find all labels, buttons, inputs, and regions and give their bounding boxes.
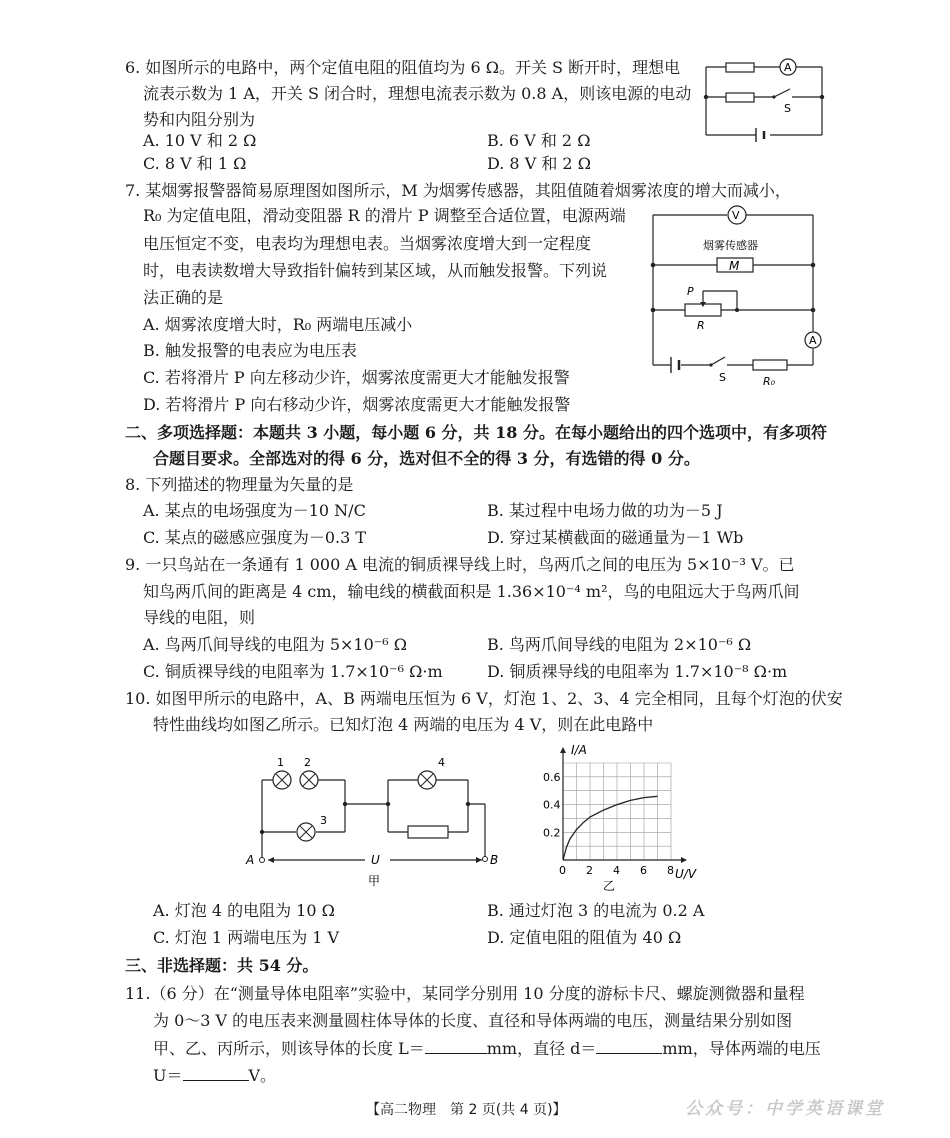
- iu-curve-line: [563, 796, 658, 860]
- q9-line2: 知鸟两爪间的距离是 4 cm，输电线的横截面积是 1.36×10⁻⁴ m²，鸟的电阻远大于鸟两爪间: [143, 582, 800, 601]
- q7-option-d: D. 若将滑片 P 向右移动少许，烟雾浓度需更大才能触发报警: [143, 395, 571, 414]
- q8-stem: 8. 下列描述的物理量为矢量的是: [125, 475, 354, 494]
- y-tick-label: 0.4: [543, 798, 561, 812]
- page-footer: 【高二物理 第 2 页(共 4 页)】: [366, 1102, 567, 1118]
- q6-line2: 流表示数为 1 A，开关 S 闭合时，理想电流表示数为 0.8 A，则该电源的电动: [143, 84, 692, 103]
- q10-circuit-jia: [240, 752, 510, 887]
- q7-line4: 时，电表读数增大导致指针偏转到某区域，从而触发报警。下列说: [143, 261, 608, 280]
- q11-length-text: 甲、乙、丙所示，则该导体的长度 L＝: [153, 1039, 425, 1058]
- q10-option-b: B. 通过灯泡 3 的电流为 0.2 A: [487, 901, 705, 920]
- q11-line1: 11.（6 分）在“测量导体电阻率”实验中，某同学分别用 10 分度的游标卡尺、螺旋测微器和量程: [125, 984, 805, 1003]
- q10-bulb1-label: 1: [277, 756, 284, 769]
- q6-line3: 势和内阻分别为: [143, 110, 256, 129]
- section2-heading-line2: 合题目要求。全部选对的得 6 分，选对但不全的得 3 分，有选错的得 0 分。: [153, 449, 700, 468]
- q7-sensor-m-label: M: [729, 259, 740, 273]
- q10-end-b-label: B: [490, 853, 499, 867]
- q7-switch-label: S: [719, 371, 726, 384]
- q10-bulb2-label: 2: [304, 756, 311, 769]
- q11-diameter-blank[interactable]: [596, 1037, 662, 1054]
- q10-line1: 10. 如图甲所示的电路中，A、B 两端电压恒为 6 V，灯泡 1、2、3、4 完全相同，且每个灯泡的伏安: [125, 689, 843, 708]
- x-axis-arrow: [681, 857, 687, 863]
- q6-circuit-diagram: [700, 55, 830, 140]
- q7-r0-label: R₀: [763, 375, 776, 388]
- q10-option-c: C. 灯泡 1 两端电压为 1 V: [153, 928, 340, 947]
- q10-line2: 特性曲线均如图乙所示。已知灯泡 4 两端的电压为 4 V，则在此电路中: [153, 715, 654, 734]
- x-tick-label: 2: [586, 864, 593, 877]
- y-axis-arrow: [560, 747, 566, 753]
- q8-option-d: D. 穿过某横截面的磁通量为－1 Wb: [487, 528, 744, 547]
- q6-line1: 6. 如图所示的电路中，两个定值电阻的阻值均为 6 Ω。开关 S 断开时，理想电: [125, 58, 681, 77]
- y-tick-label: 0.2: [543, 826, 561, 840]
- section3-heading: 三、非选择题：共 54 分。: [125, 956, 319, 975]
- q11-line2: 为 0～3 V 的电压表来测量圆柱体导体的长度、直径和导体两端的电压，测量结果分别如图: [153, 1011, 793, 1030]
- q6-option-d: D. 8 V 和 2 Ω: [487, 154, 591, 173]
- watermark: 公众号：中学英语课堂: [685, 1099, 885, 1119]
- q9-line3: 导线的电阻，则: [143, 608, 256, 627]
- y-tick-label: 0.6: [543, 770, 561, 784]
- q10-option-a: A. 灯泡 4 的电阻为 10 Ω: [153, 901, 335, 920]
- q10-option-d: D. 定值电阻的阻值为 40 Ω: [487, 928, 682, 947]
- q6-ammeter-label: A: [784, 61, 792, 74]
- q7-smoke-alarm-circuit: [645, 205, 825, 390]
- section2-heading-line1: 二、多项选择题：本题共 3 小题，每小题 6 分，共 18 分。在每小题给出的四个选项中，有多项符: [125, 423, 827, 442]
- q8-option-b: B. 某过程中电场力做的功为－5 J: [487, 501, 723, 520]
- q7-line5: 法正确的是: [143, 288, 224, 307]
- q10-end-a-label: A: [246, 853, 255, 867]
- q7-option-c: C. 若将滑片 P 向左移动少许，烟雾浓度需更大才能触发报警: [143, 368, 570, 387]
- q7-line3: 电压恒定不变，电表均为理想电表。当烟雾浓度增大到一定程度: [143, 234, 592, 253]
- q11-unit-text: V。: [248, 1066, 277, 1085]
- q10-fig-jia-caption: 甲: [368, 874, 381, 888]
- q9-option-c: C. 铜质裸导线的电阻率为 1.7×10⁻⁶ Ω·m: [143, 662, 443, 681]
- q6-switch-label: S: [784, 102, 791, 115]
- q7-ammeter-label: A: [809, 334, 817, 347]
- q11-voltage-blank[interactable]: [183, 1064, 249, 1081]
- q7-option-b: B. 触发报警的电表应为电压表: [143, 341, 357, 360]
- q11-u-text: U＝: [153, 1066, 183, 1085]
- q7-option-a: A. 烟雾浓度增大时，R₀ 两端电压减小: [143, 315, 413, 334]
- x-tick-label: 0: [559, 864, 566, 877]
- q7-slider-p-label: P: [687, 285, 694, 298]
- q11-voltage-text: mm，导体两端的电压: [662, 1039, 821, 1058]
- q10-bulb4-label: 4: [438, 756, 445, 769]
- q11-length-blank[interactable]: [425, 1037, 487, 1054]
- q10-fig-yi-caption: 乙: [603, 879, 616, 893]
- q6-option-b: B. 6 V 和 2 Ω: [487, 131, 591, 150]
- q9-option-d: D. 铜质裸导线的电阻率为 1.7×10⁻⁸ Ω·m: [487, 662, 788, 681]
- q9-option-a: A. 鸟两爪间导线的电阻为 5×10⁻⁶ Ω: [143, 635, 407, 654]
- q9-line1: 9. 一只鸟站在一条通有 1 000 A 电流的铜质裸导线上时，鸟两爪之间的电压为 5×10⁻³ V。已: [125, 555, 795, 574]
- x-tick-label: 4: [613, 864, 620, 877]
- q7-sensor-label: 烟雾传感器: [703, 239, 758, 252]
- q10-iu-characteristic-chart: [535, 740, 715, 895]
- q7-line1: 7. 某烟雾报警器简易原理图如图所示，M 为烟雾传感器，其阻值随着烟雾浓度的增大而减小，: [125, 181, 791, 200]
- iu-xlabel: U/V: [675, 867, 697, 881]
- x-tick-label: 8: [667, 864, 674, 877]
- q10-voltage-u-label: U: [371, 853, 380, 867]
- iu-ylabel: I/A: [571, 743, 587, 757]
- q11-line4: [153, 1064, 276, 1087]
- q6-option-c: C. 8 V 和 1 Ω: [143, 154, 247, 173]
- q6-option-a: A. 10 V 和 2 Ω: [143, 131, 257, 150]
- q11-diameter-text: mm，直径 d＝: [486, 1039, 597, 1058]
- q10-bulb3-label: 3: [320, 814, 327, 827]
- q7-voltmeter-label: V: [732, 209, 740, 222]
- q7-rheostat-r-label: R: [697, 319, 705, 332]
- q9-option-b: B. 鸟两爪间导线的电阻为 2×10⁻⁶ Ω: [487, 635, 752, 654]
- q8-option-c: C. 某点的磁感应强度为－0.3 T: [143, 528, 367, 547]
- x-tick-label: 6: [640, 864, 647, 877]
- q8-option-a: A. 某点的电场强度为－10 N/C: [143, 501, 366, 520]
- q11-line3: [153, 1037, 821, 1060]
- q7-line2: R₀ 为定值电阻，滑动变阻器 R 的滑片 P 调整至合适位置，电源两端: [143, 206, 626, 225]
